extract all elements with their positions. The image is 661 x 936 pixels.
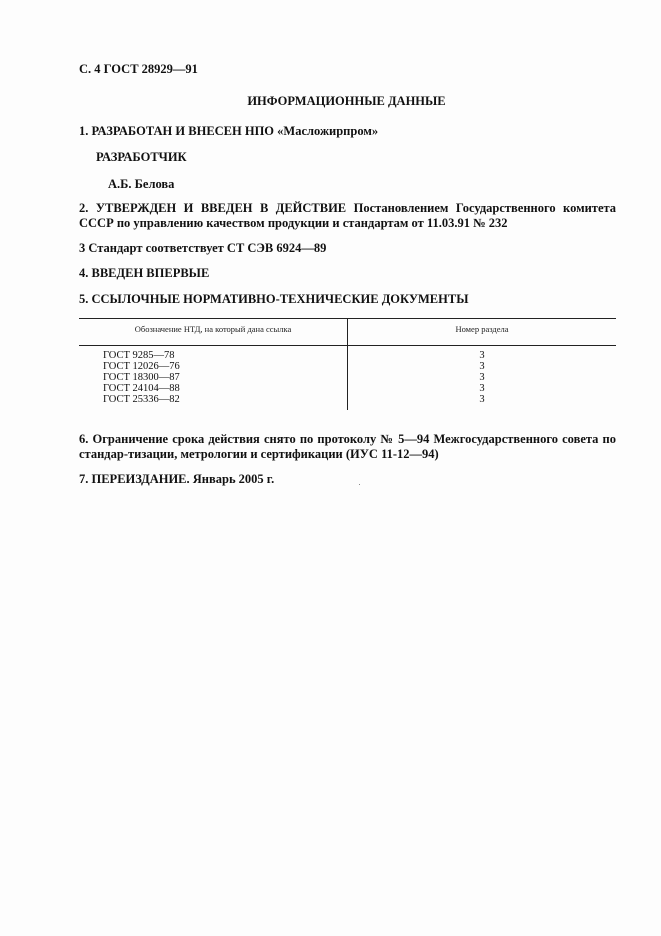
developer-name: А.Б. Белова [108,177,175,191]
table-cell-section: 3 [479,383,485,394]
table-cell-designation: ГОСТ 18300—87 [103,372,180,383]
table-cell-designation: ГОСТ 25336—82 [103,394,180,405]
item-5 [79,292,468,307]
item-7 [79,472,274,487]
scan-speck [359,484,360,485]
item-3-text: Стандарт соответствует СТ СЭВ 6924—89 [88,241,327,255]
table-header-designation: Обозначение НТД, на который дана ссылка [134,324,292,334]
item-6 [79,432,616,462]
table-cell-designation: ГОСТ 9285—78 [103,350,175,361]
page-header: С. 4 ГОСТ 28929—91 [79,62,198,76]
item-1-bold: РАЗРАБОТАН И ВНЕСЕН НПО «Масложирпром» [91,124,379,138]
reference-documents-table [79,318,616,410]
item-2-number: 2. [79,201,89,215]
table-cell-designation: ГОСТ 24104—88 [103,383,180,394]
item-3-number: 3 [79,241,86,255]
table-cell-section: 3 [479,361,485,372]
item-4-number: 4. [79,266,89,280]
developer-label: РАЗРАБОТЧИК [96,150,187,164]
table-row [79,372,616,383]
item-7-text: Январь 2005 г. [192,472,275,486]
table-row [79,361,616,372]
item-6-number: 6. [79,432,89,446]
item-2-bold: УТВЕРЖДЕН И ВВЕДЕН В ДЕЙСТВИЕ [95,201,347,215]
item-1-number: 1. [79,124,89,138]
item-2 [79,201,616,231]
table-cell-section: 3 [479,372,485,383]
item-1 [79,124,378,139]
table-row [79,350,616,361]
table-cell-designation: ГОСТ 12026—76 [103,361,180,372]
table-row [79,383,616,394]
table-cell-section: 3 [479,350,485,361]
item-5-number: 5. [79,292,89,306]
table-row [79,394,616,405]
item-7-bold: ПЕРЕИЗДАНИЕ. [91,472,190,486]
item-4 [79,266,209,281]
item-6-text: Ограничение срока действия снято по протоколу № 5—94 Межгосударственного совета по стандар-тизации, метрологии и сертификации (ИУС 11-12—94) [79,432,617,461]
item-7-number: 7. [79,472,89,486]
item-3 [79,241,326,256]
item-5-bold: ССЫЛОЧНЫЕ НОРМАТИВНО-ТЕХНИЧЕСКИЕ ДОКУМЕНТЫ [91,292,469,306]
table-cell-section: 3 [479,394,485,405]
item-4-bold: ВВЕДЕН ВПЕРВЫЕ [91,266,210,280]
table-header-section: Номер раздела [455,324,509,334]
item-2-text: Постановлением Государственного комитета СССР по управлению качеством продукции и стандартам от 11.03.91 № 232 [79,201,617,230]
section-title: ИНФОРМАЦИОННЫЕ ДАННЫЕ [247,94,446,108]
